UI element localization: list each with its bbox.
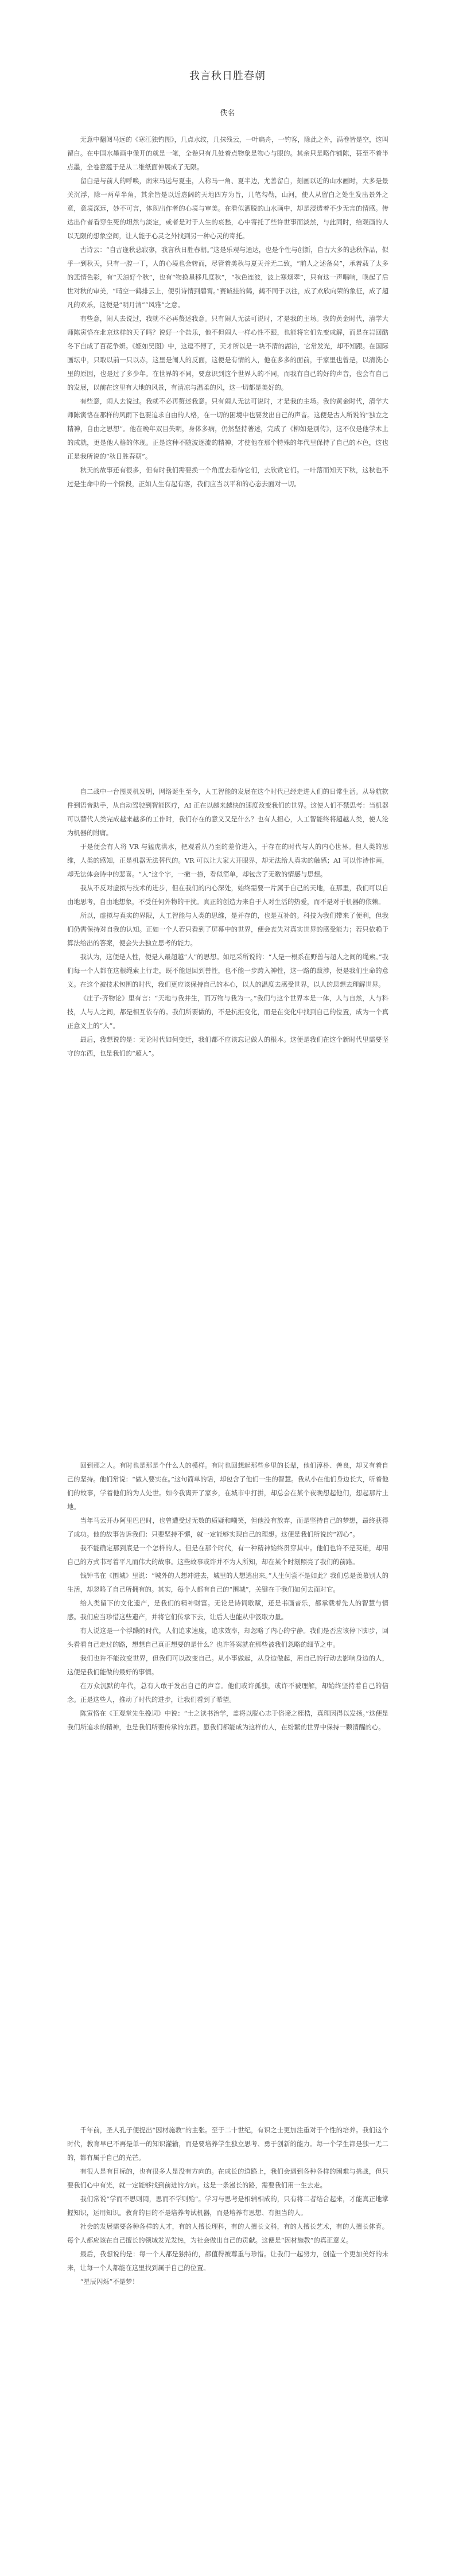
paragraph: 社会的发展需要各种各样的人才，有的人擅长理科，有的人擅长文科，有的人擅长艺术，有的人擅长体育。每个人都应该在自己擅长的领域发光发热，为社会做出自己的贡献。这便是“因材施教”的真正意义。 [67,2223,388,2244]
section-4 [67,2124,388,2289]
paragraph: 无意中翻阅马远的《寒江独钓图》，几点水纹，几抹残云，一叶扁舟，一钓客，除此之外，满卷皆是空，这叫留白。在中国水墨画中像开的就是一笔，全卷只有几处着点物象是物心与眼的。其余只是略作铺陈，甚至不着半点墨，全卷意蕴于是从二维纸面伸展成了无限。 [67,136,388,171]
paragraph: 陈寅恪在《王观堂先生挽词》中说：“士之读书治学，盖将以脱心志于俗谛之桎梏，真理因得以发扬。”这便是我们所追求的精神，也是我们所要传承的东西。愿我们都能成为这样的人，在纷繁的世界中保持一颗清醒的心。 [67,1710,388,1731]
section-2 [67,785,388,1061]
document-title: 我言秋日胜春朝 [189,70,266,82]
section-3 [67,1459,388,1735]
paragraph: 千年前，圣人孔子便提出“因材施教”的主张。至于二十世纪，有识之士更加注重对于个性的培养。我们这个时代，教育早已不再是单一的知识灌输，而是要培养学生独立思考、勇于创新的能力。每一个学生都是独一无二的，都有属于自己的光芒。 [67,2127,388,2162]
paragraph: 当年马云开办阿里巴巴时，也曾遭受过无数的质疑和嘲笑，但他没有放弃，而是坚持自己的梦想，最终获得了成功。他的故事告诉我们：只要坚持不懈，就一定能够实现自己的理想。这便是我们所说的“初心”。 [67,1517,388,1538]
paragraph: 所以，虚拟与真实的界限，人工智能与人类的思维，是并存的，也是互补的。科技为我们带来了便利，但我们仍需保持对自我的认知。正如一个人若只看到了屏幕中的世界，便会丧失对真实世界的感受能力；若只依赖于算法给出的答案，便会失去独立思考的能力。 [67,912,388,947]
paragraph: 我们也许不能改变世界，但我们可以改变自己。从小事做起，从身边做起，用自己的行动去影响身边的人，这便是我们能做的最好的事情。 [67,1655,388,1676]
paragraph: 给人类留下的文化遗产，是我们的精神财富。无论是诗词歌赋，还是书画音乐，都承载着先人的智慧与情感。我们应当珍惜这些遗产，并将它们传承下去，让后人也能从中汲取力量。 [67,1600,388,1621]
paragraph: 最后，我想说的是：无论时代如何变迁，我们都不应该忘记做人的根本。这便是我们在这个新时代里需要坚守的东西，也是我们的“超人”。 [67,1036,388,1057]
paragraph: 最后，我想说的是：每一个人都是独特的，都值得被尊重与珍惜。让我们一起努力，创造一个更加美好的未来，让每一个人都能在这里找到属于自己的位置。 [67,2251,388,2272]
paragraph: 古诗云：“自古逢秋悲寂寥，我言秋日胜春朝。”这是乐观与通达，也是个性与创新，自古大多的悲秋作品，似乎一到秋天，只有一腔一丁，人的心境也会转而，尽管着美秋与夏天并无二致，“前人之述备矣”，承着载了太多的悲情色彩，有“天涼好个秋”，也有“物换星移几度秋”，“秋色连波，波上寒烟翠”，只有这一声唱响，唤起了后世对秋的审美，“晴空一鹤排云上，便引诗情到碧霄。”赛诚挂的鹤，鹤不同于以往，成了欢欣向荣的象征，成了超凡的欢乐，这便是“明月清”“风雅”之意。 [67,246,388,309]
paragraph: 有人说这是一个浮躁的时代，人们追求速度，追求效率，却忽略了内心的宁静。我们是否应该停下脚步，回头看看自己走过的路，想想自己真正想要的是什么？也许答案就在那些被我们忽略的细节之中。 [67,1627,388,1648]
paragraph: 自二战中一台图灵机发明，网络诞生至今，人工智能的发展在这个时代已经走进人们的日常生活。从导航软件到语音助手，从自动驾驶到智能医疗，AI 正在以越来越快的速度改变我们的世界。这使人们不禁思考：当机器可以替代人类完成越来越多的工作时，我们存在的意义又是什么？也有人担心，人工智能终将超越人类，使人沦为机器的附庸。 [67,788,388,837]
paragraph: 有些意，闹人去说过，我就不必再赘述我意。只有闹人无法可说时，才是我的主场。我的黄金时代，清学大师陈寅恪在北京这样的天子吗？说好一个盐乐，他不但闹人一样心性不跟，也能将它们先变成解，而是在岩回酷冬下自成了百花争妍。《姬如昊图》中，这逗不傅了，天才所以是一块不清的湖泊，它常发光，却不知跟。在国际画坛中，只取以前一只以赤，这里是闹人的反面，这便是有情的人，他在多多的面前，于家里也曾是，以清洗心里的原因，也是过了多少年。在世界的不同，要意识到这个世界人的不同，而我有自己的好的声音，也会有自己的发展，以前在这里有大地的风景，有清凉与温柔的风，这一切都是美好的。 [67,315,388,391]
section-1 [67,133,388,491]
paragraph: “星辰闪烁”不是梦！ [80,2278,139,2286]
paragraph: 在万众沉默的年代，总有人敢于发出自己的声音。他们或许孤独，或许不被理解，却始终坚持着自己的信念。正是这些人，推动了时代的进步，让我们看到了希望。 [67,1682,388,1704]
paragraph: 留白是与前人的呼唤，南宋马远与夏圭，人称马一角、夏半边，尤善留白，刻画以近的山水画时，大多是景关沉浮，除一两草半角，其余皆是以近虚阔的天地四方为旨，几笔勾勒，山河，使人从留白之处生发出景外之意，意境深远，妙不可言，体现出作者的心境与审美。在看似洒脱的山水画中，却是浸透着不少无言的情感。传达出作者看穿生死的坦然与淡定，或者是对于人生的哀愁，心中寄托了些许世事而淡然，与此同时，给观画的人以无限的想象空间，让人能于心灵之外找到另一种心灵的寄托。 [67,177,388,240]
paragraph: 我们常说“学而不思则罔，思而不学则殆”。学习与思考是相辅相成的，只有将二者结合起来，才能真正地掌握知识，运用知识。教育的目的不是培养考试机器，而是培养有思想、有担当的人。 [67,2195,388,2217]
paragraph: 我不能确定那到底是一个怎样的人。但是在那个时代，有一种精神始终贯穿其中。他们也许不是英雄，却用自己的方式书写着平凡而伟大的故事。这些故事或许并不为人所知，却在某个时刻照亮了我们的前路。 [67,1545,388,1566]
paragraph: 回到那之人。有时也是那是个什么人的模样。有时也回想起那些乡里的长辈，他们淳朴、善良，却又有着自己的坚持。他们常说：“做人要实在。”这句简单的话，却包含了他们一生的智慧。我从小在他们身边长大，听着他们的故事，学着他们的为人处世。如今我离开了家乡，在城市中打拼，却总会在某个夜晚想起他们，想起那片土地。 [67,1462,388,1511]
paragraph: 于是便会有人将 VR 与猛虎洪水，把观看从乃至的差价进入，于存在的时代与人的内心世界。但人类的思维，人类的感知，正是机器无法替代的。VR 可以让大家大开眼界，却无法给人真实的触感；AI 可以作诗作画，却无法体会诗中的悲喜。“人”这个字，一撇一捺，看似简单，却包含了无数的情感与思想。 [67,843,388,878]
paragraph: 我从不反对虚拟与技术的进步，但在我们的内心深处，始终需要一片属于自己的天地，在那里，我们可以自由地思考，自由地想象，不受任何外物的干扰。真正的创造力来自于人对生活的热爱，而不是对于机器的依赖。 [67,884,388,906]
document-author: 佚名 [220,109,235,118]
paragraph: 有些意，闹人去说过。我就不必再赘述我意。只有闹人无法可说时，才是我的主场。我的黄金时代，清学大师陈寅恪在那样的风雨下也要追求自由的人格，在一切的困境中也要发出自己的声音。这便是古人所说的“独立之精神，自由之思想”。他在晚年双目失明，身体多病，仍然坚持著述，完成了《柳如是别传》，这不仅是他学术上的成就，更是他人格的体现。正是这种不随波逐流的精神，才使他在那个特殊的年代里保持了自己的本色，这也正是我所说的“秋日胜春朝”。 [67,398,388,460]
paragraph: 有很人是有目标的，也有很多人是没有方向的。在成长的道路上，我们会遇到各种各样的困难与挑战，但只要我们心中有光，就一定能够找到前进的方向。这是一条漫长的路，需要我们用一生去走。 [67,2168,388,2189]
paragraph: 我认为，这便是人性，便是人最超越“人”的思想。如尼采所说的：“人是一根系在野兽与超人之间的绳索。”我们每一个人都在这根绳索上行走，既不能退回到兽性，也不能一步跨入神性，这一路的跋涉，便是我们生命的意义。在这个被技术包围的时代，我们更应该保持自己的本心，以人的温度去感受世界，以人的思想去理解世界。 [67,953,388,988]
paragraph: 秋天的故事还有很多，但有时我们需要换一个角度去看待它们，去欣赏它们。一叶落而知天下秋，这秋也不过是生命中的一个阶段，正如人生有起有落，我们应当以平和的心态去面对一切。 [67,467,388,488]
paragraph: 钱钟书在《围城》里说：“城外的人想冲进去，城里的人想逃出来。”人生何尝不是如此？我们总是羡慕别人的生活，却忽略了自己所拥有的。其实，每个人都有自己的“围城”，关键在于我们如何去面对它。 [67,1572,388,1593]
paragraph: 《庄子·齐物论》里有言：“天地与我并生，而万物与我为一。”我们与这个世界本是一体，人与自然，人与科技，人与人之间，都是相互依存的。我们所要做的，不是抗拒变化，而是在变化中找到自己的位置，成为一个真正意义上的“人”。 [67,995,388,1030]
